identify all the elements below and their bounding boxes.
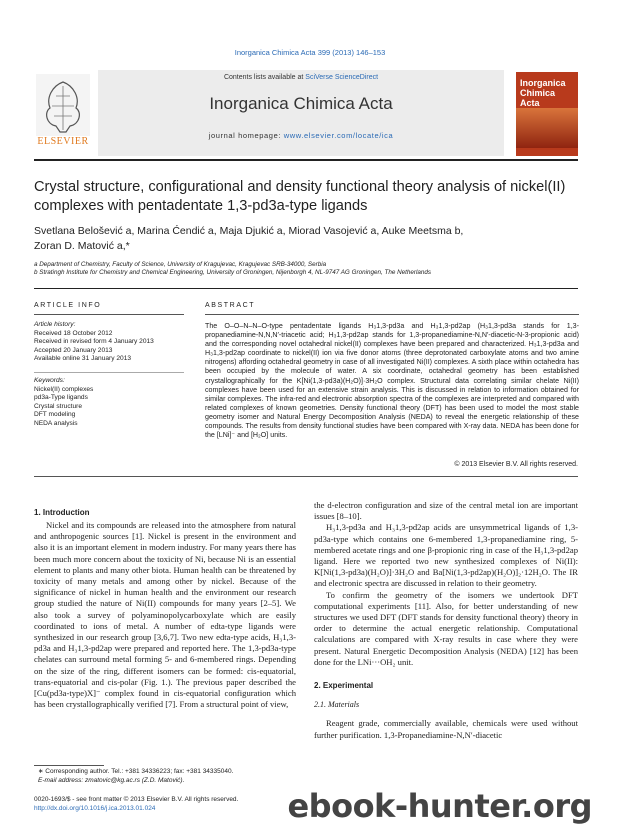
homepage-prefix: journal homepage: [208,131,282,140]
history-revised: Received in revised form 4 January 2013 [34,338,154,345]
right-column [314,500,578,741]
contents-line [98,74,504,81]
history-label: Article history: [34,321,76,328]
keywords-rule [34,372,184,373]
journal-name: Inorganica Chimica Acta [209,94,393,113]
intro-heading: 1. Introduction [34,508,90,517]
author-list [34,224,594,254]
keyword-item: NEDA analysis [34,419,78,427]
right-paragraph-2: To confirm the geometry of the isomers we undertook DFT computational experiments [11]. Also, for better understanding of new structures we used DFT (DFT stands for density functional theory) theory in order to determine the actual energetic relationship. Computational calculations are compared with X-ray results in case where they were present. Natural Energetic Decomposition Analysis (NEDA) [12] has been done for the LNi···OH₂ unit. [314,589,578,667]
email-address[interactable]: E-mail address: zmatovic@kg.ac.rs (Z.D. Matović). [38,776,185,784]
corresponding-author: ∗ Corresponding author. Tel.: +381 34336223; fax: +381 34335040. [38,768,234,775]
keyword-item: Crystal structure [34,402,82,410]
right-paragraph-1: H₃1,3-pd3a and H₃1,3-pd2ap acids are unsymmetrical ligands of 1,3-pd3a-type which contains one 6-membered 1,3-propanediamine ring, 5-membered acetate rings and one β-propionic ring in case of the H₃1,3-pd2ap ligand. Here we reported two new synthesized complexes of Ni(II): K[Ni(1,3-pd3a)(H₂O)]·3H₂O and Ba[Ni(1,3-pd2ap)(H₂O)]₂·12H₂O. The IR and electronic spectra are discussed in relation to their geometry. [314,522,578,589]
journal-citation[interactable]: Inorganica Chimica Acta 399 (2013) 146–153 [234,48,386,57]
footnote-rule [34,765,104,766]
cover-band [516,108,578,148]
history-received: Received 18 October 2012 [34,329,113,337]
elsevier-logo [34,72,92,152]
homepage-link[interactable]: www.elsevier.com/locate/ica [283,131,394,140]
front-matter [34,796,294,813]
materials-heading: 2.1. Materials [314,700,360,710]
keyword-item: Nickel(II) complexes [34,385,94,393]
abstract-text: The O–O–N–N–O-type pentadentate ligands H₃1,3-pd3a and H₃1,3-pd2ap (H₃1,3-pd3a stands for 1,3-propanediamine-N,N,N′-triacetic acid; H₃1,3-pd2ap stands for 1,3-propanediamine-N,N′-diacetic-N-3-propionic acid) and the corresponding novel octahedral nickel(II) complexes have been prepared and characterized. H₃1,3-pd3a and H₃1,3-pd2ap coordinate to nickel(II) ion via five donor atoms (three deprotonated carboxylate atoms and two amine nitrogens) affording octahedral geometry in case of all investigated Ni(II) complexes. A sixth place within octahedra has been occupied by the molecule of water. A six coordinate, octahedral geometry has been established crystallographically for the K[Ni(1,3-pd3a)(H₂O)]·3H₂O complex. Structural data correlating similar chelate Ni(II) complexes have been used for an extensive strain analysis. This is discussed in relation to information obtained for similar complexes. The infra-red and electronic absorption spectra of the complexes are interpreted and compared with related complexes of known geometries. Density functional theory (DFT) has been used to model the most stable geometry isomer and Natural Energy Decomposition Analysis (NEDA) to reveal the energetic relationship of these compounds. The results from density functional studies have been compared with X-ray data. NEDA has been done for the [LNi]⁻ and [H₂O] units. [205,322,579,440]
abstract-heading: ABSTRACT [205,302,256,309]
copyright: © 2013 Elsevier B.V. All rights reserved. [454,461,578,468]
doi-link[interactable]: http://dx.doi.org/10.1016/j.ica.2013.01.024 [34,804,156,812]
journal-homepage [98,131,504,140]
article-info-rule [34,314,184,315]
materials-text: Reagent grade, commercially available, chemicals were used without further purification. 1,3-Propanediamine-N,N′-diacetic [314,718,578,740]
sciencedirect-link[interactable]: SciVerse ScienceDirect [305,74,379,81]
affiliation-rule [34,288,578,289]
article-info-heading: ARTICLE INFO [34,302,102,309]
contents-prefix: Contents lists available at [223,74,304,81]
affiliation-a: a Department of Chemistry, Faculty of Science, University of Kragujevac, Kragujevac SRB-34000, Serbia [34,261,327,268]
right-paragraph-0: the d-electron configuration and size of the central metal ion are important issues [8–10]. [314,500,578,522]
keywords-label: Keywords: [34,377,65,384]
watermark: ebook-hunter.org [287,787,592,825]
keyword-item: pd3a-Type ligands [34,394,88,401]
affiliation-b: b Stratingh Institute for Chemistry and Chemical Engineering, University of Groningen, Nijenborgh 4, NL-9747 AG Groningen, The Netherlands [34,269,432,276]
abstract-bottom-rule [34,476,578,477]
keywords [34,377,174,428]
intro-paragraph [34,520,296,786]
cover-title: Inorganica Chimica Acta [520,78,566,108]
footnotes [38,768,288,785]
front-matter-text: 0020-1693/$ - see front matter © 2013 Elsevier B.V. All rights reserved. [34,796,239,803]
journal-cover-thumbnail [516,72,578,156]
abstract-rule [205,314,579,315]
intro-text: Nickel and its compounds are released into the atmosphere from natural and anthropogenic sources [1]. Nickel is present in the environment and also it is an important element in modern industry. For many years there has been much more concern about the toxicity of Ni, because Ni is an essential element to plants and many other biota. Human health can be threatened by toxicity of many metals and among other by nickel. Because of the significance of nickel in human health and the environment our research group studied the nature of Ni(II) compounds for many years [2–5]. We also took a survey of polyaminopolycarboxylate which are easily coordinated to ions of metal. A number of edta-type ligands were synthesized in our research group [3,6,7]. Two new edta-type acids, H₃1,3-pd3a and H₃1,3-pd2ap were prepared and reported here. The 1,3-pd3a-type chelates can surround metal forming 5- and 6-membered rings. Depending on the size of the ring, different isomers can be formed: cis-equatorial, trans-equatorial and cis-polar (Fig. 1.). The previous paper described the [Cu(pd3a-type)X]⁻ complex found in cis-equatorial configuration which has been crystallographically verified [7]. From a structural point of view, [34,520,296,710]
article-title: Crystal structure, configurational and density functional theory analysis of nickel(II) complexes with pentadentate 1,3-pd3a-type ligands [34,179,566,214]
experimental-heading: 2. Experimental [314,681,374,691]
history-accepted: Accepted 20 January 2013 [34,346,113,354]
header-rule [34,159,578,161]
article-history [34,321,174,364]
authors-line-1: Svetlana Belošević a, Marina Ćendić a, Maja Djukić a, Miorad Vasojević a, Auke Meetsma b, [34,225,464,237]
journal-header-box [98,70,504,156]
keyword-item: DFT modeling [34,411,76,418]
authors-line-2: Zoran D. Matović a,* [34,240,130,252]
publisher-logo-text: ELSEVIER [37,136,89,147]
history-online: Available online 31 January 2013 [34,355,132,362]
